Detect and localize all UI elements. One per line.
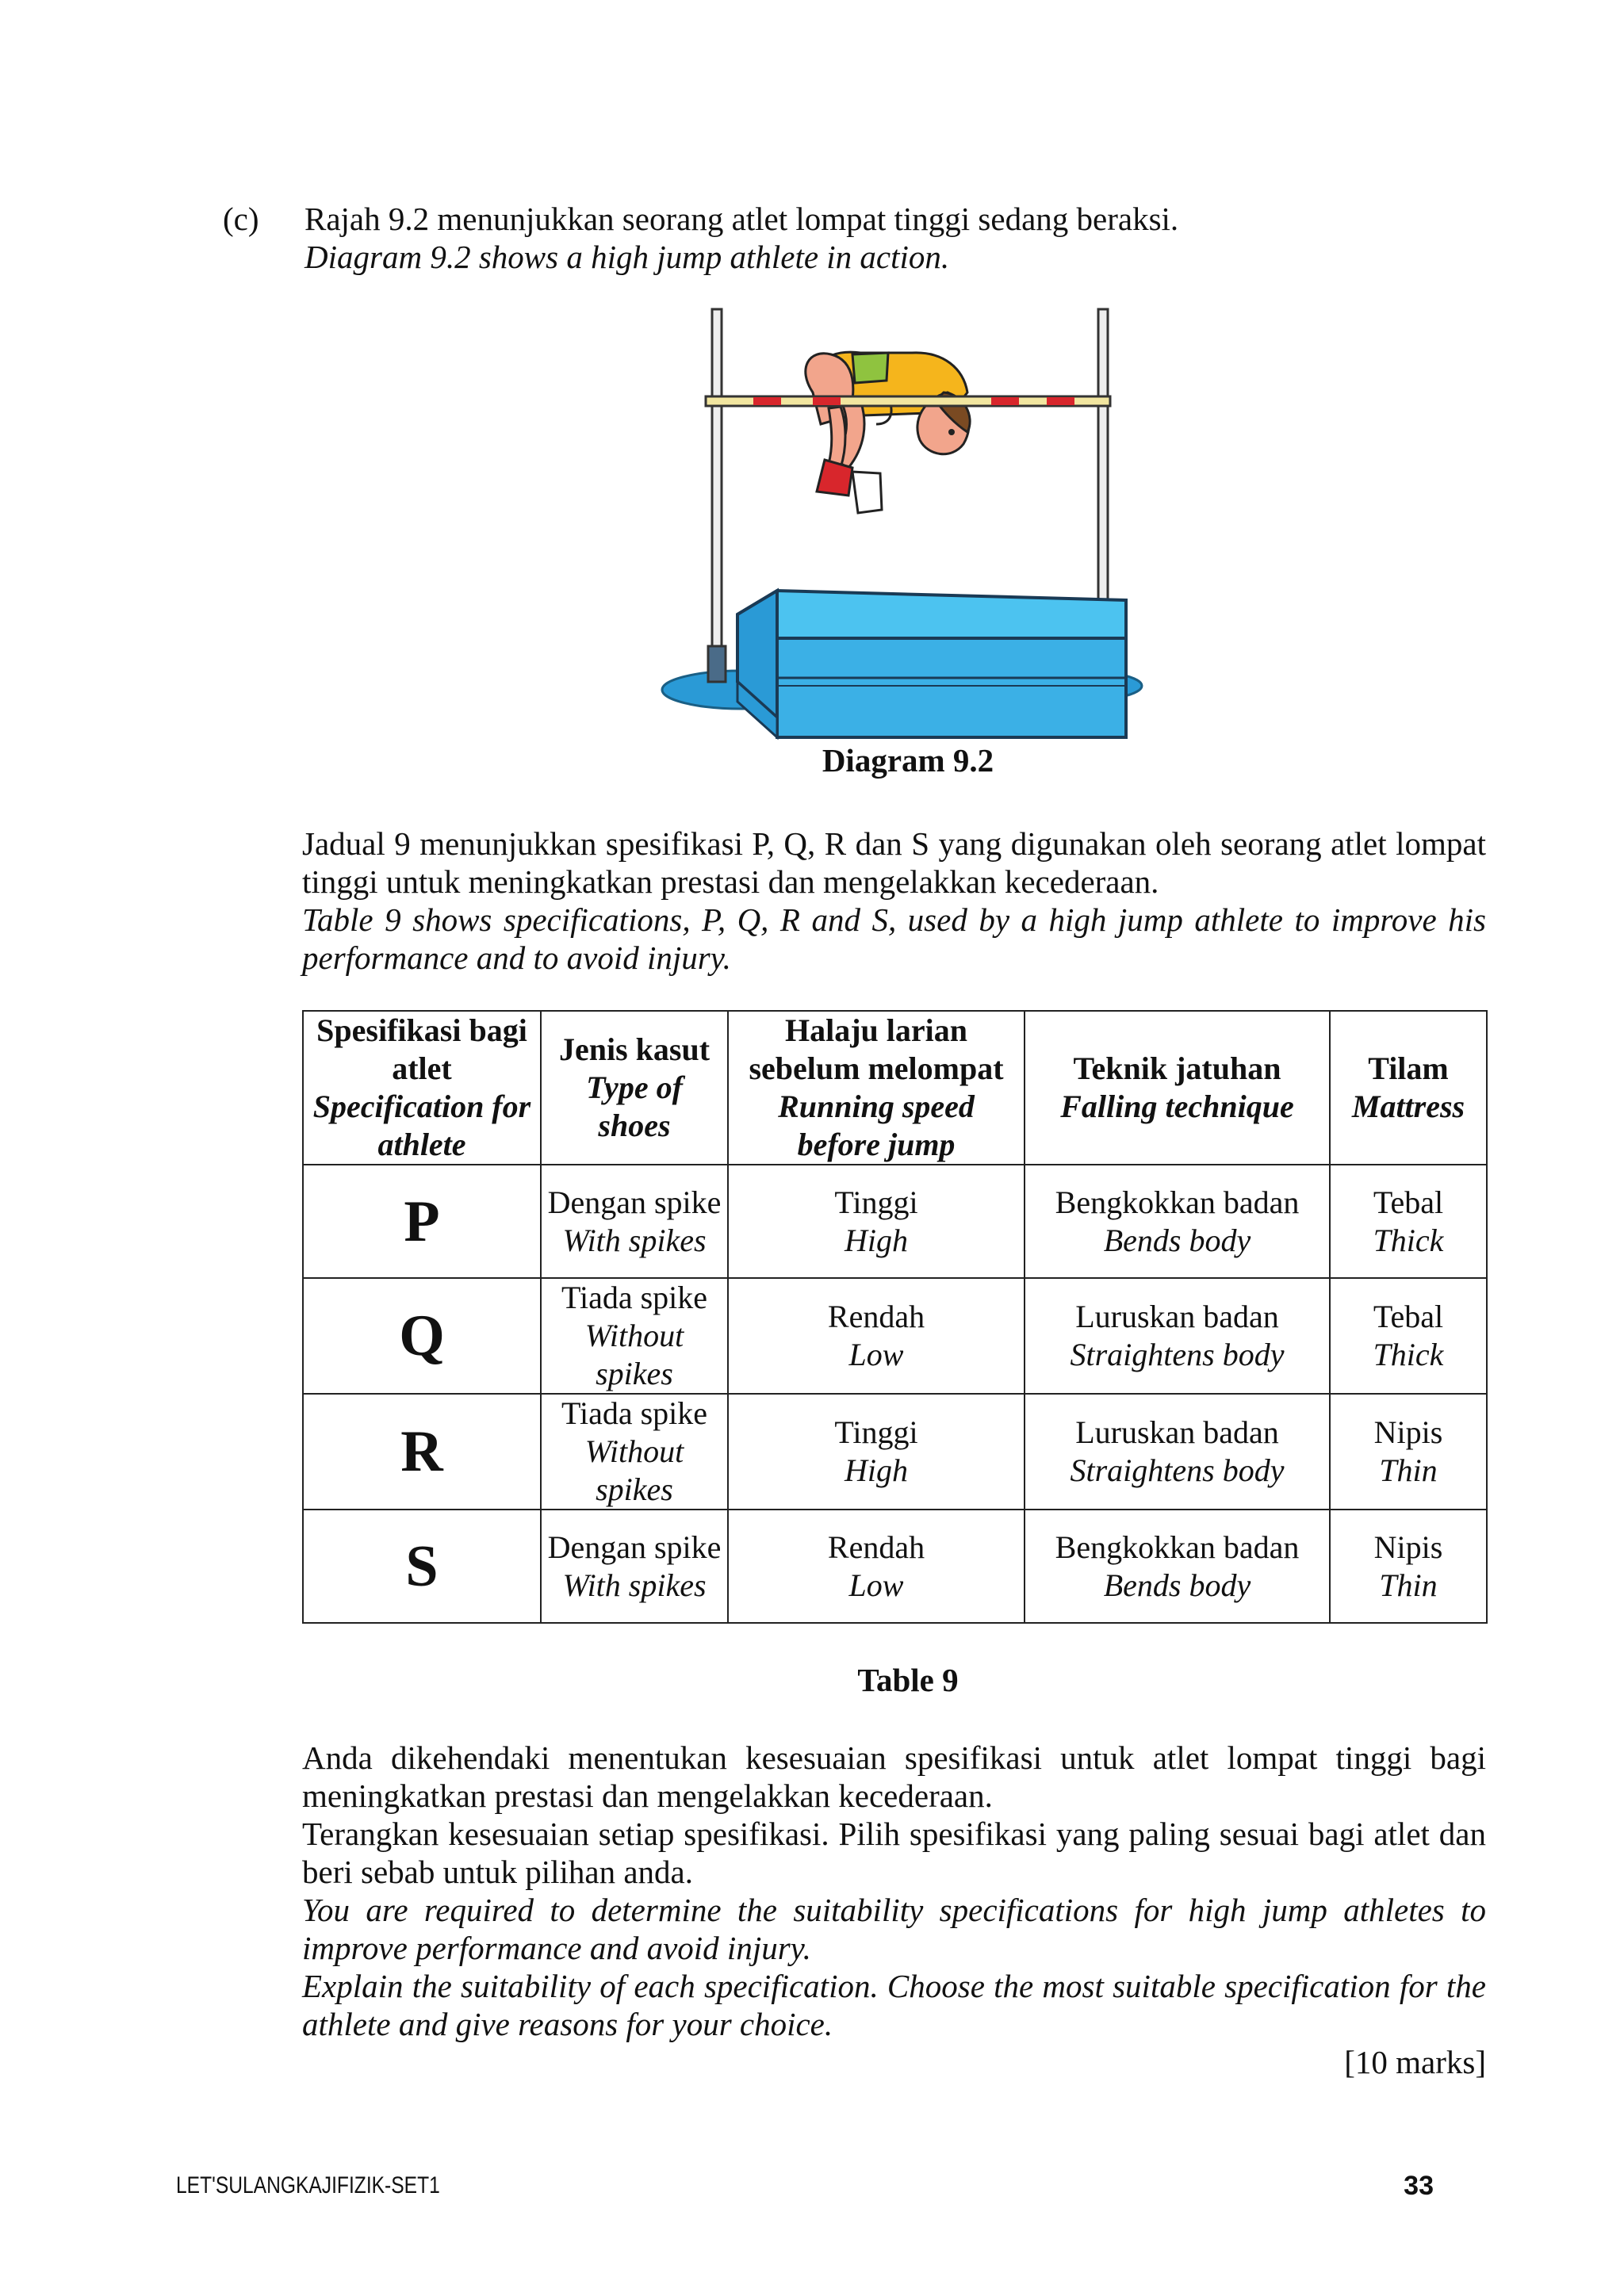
mattress-cell: Tebal Thick xyxy=(1330,1278,1487,1394)
question-intro-english: Diagram 9.2 shows a high jump athlete in action. xyxy=(304,239,950,275)
table-caption: Table 9 xyxy=(857,1662,959,1698)
table-description-english: Table 9 shows specifications, P, Q, R and S, used by a high jump athlete to improve his performance and to avoid injury. xyxy=(302,901,1486,976)
table-row xyxy=(303,1510,1487,1623)
spec-letter: P xyxy=(303,1165,541,1278)
shoes-cell: Tiada spike Without spikes xyxy=(541,1394,728,1510)
instructions-malay-1: Anda dikehendaki menentukan kesesuaian spesifikasi untuk atlet lompat tinggi bagi meningkatkan prestasi dan mengelakkan kecederaan. xyxy=(302,1739,1486,1814)
table-description xyxy=(302,825,1486,977)
instructions-malay-2: Terangkan kesesuaian setiap spesifikasi. Pilih spesifikasi yang paling sesuai bagi atlet dan beri sebab untuk pilihan anda. xyxy=(302,1816,1486,1890)
spec-letter: S xyxy=(303,1510,541,1623)
athlete xyxy=(806,352,970,513)
speed-cell: Tinggi High xyxy=(728,1165,1025,1278)
table-row xyxy=(303,1278,1487,1394)
header-falling-technique: Teknik jatuhan Falling technique xyxy=(1025,1011,1330,1165)
speed-cell: Rendah Low xyxy=(728,1510,1025,1623)
question-label: (c) xyxy=(223,201,259,237)
mattress-cell: Nipis Thin xyxy=(1330,1394,1487,1510)
mattress-cell: Tebal Thick xyxy=(1330,1165,1487,1278)
header-running-speed: Halaju larian sebelum melompat Running speed before jump xyxy=(728,1011,1025,1165)
mattress xyxy=(737,591,1126,737)
header-shoes: Jenis kasut Type of shoes xyxy=(541,1011,728,1165)
crossbar xyxy=(706,396,1110,406)
spec-letter: R xyxy=(303,1394,541,1510)
falling-cell: Luruskan badan Straightens body xyxy=(1025,1394,1330,1510)
instructions xyxy=(302,1739,1486,2081)
falling-cell: Bengkokkan badan Bends body xyxy=(1025,1165,1330,1278)
table-description-malay: Jadual 9 menunjukkan spesifikasi P, Q, R dan S yang digunakan oleh seorang atlet lompat tinggi untuk meningkatkan prestasi dan mengelakkan kecederaan. xyxy=(302,825,1486,900)
falling-cell: Bengkokkan badan Bends body xyxy=(1025,1510,1330,1623)
left-post-base xyxy=(708,646,726,682)
diagram-caption: Diagram 9.2 xyxy=(822,742,994,779)
shoes-cell: Tiada spike Without spikes xyxy=(541,1278,728,1394)
specification-table xyxy=(302,1010,1488,1624)
question-intro xyxy=(304,200,1494,276)
table-header-row xyxy=(303,1011,1487,1165)
footer-series: LET'SULANGKAJIFIZIK-SET1 xyxy=(176,2172,440,2198)
falling-cell: Luruskan badan Straightens body xyxy=(1025,1278,1330,1394)
header-mattress: Tilam Mattress xyxy=(1330,1011,1487,1165)
high-jump-diagram xyxy=(650,305,1182,749)
left-post xyxy=(712,309,722,682)
instructions-english-2: Explain the suitability of each specification. Choose the most suitable specification for the athlete and give reasons for your choice. xyxy=(302,1968,1486,2042)
speed-cell: Rendah Low xyxy=(728,1278,1025,1394)
shoes-cell: Dengan spike With spikes xyxy=(541,1165,728,1278)
right-post xyxy=(1098,309,1108,626)
speed-cell: Tinggi High xyxy=(728,1394,1025,1510)
table-row xyxy=(303,1394,1487,1510)
question-intro-malay: Rajah 9.2 menunjukkan seorang atlet lompat tinggi sedang beraksi. xyxy=(304,201,1179,237)
page-number: 33 xyxy=(1404,2171,1434,2201)
table-row xyxy=(303,1165,1487,1278)
header-specification: Spesifikasi bagi atlet Specification for athlete xyxy=(303,1011,541,1165)
spec-letter: Q xyxy=(303,1278,541,1394)
marks-label: [10 marks] xyxy=(1344,2044,1486,2080)
shoes-cell: Dengan spike With spikes xyxy=(541,1510,728,1623)
instructions-english-1: You are required to determine the suitability specifications for high jump athletes to improve performance and avoid injury. xyxy=(302,1892,1486,1966)
mattress-cell: Nipis Thin xyxy=(1330,1510,1487,1623)
